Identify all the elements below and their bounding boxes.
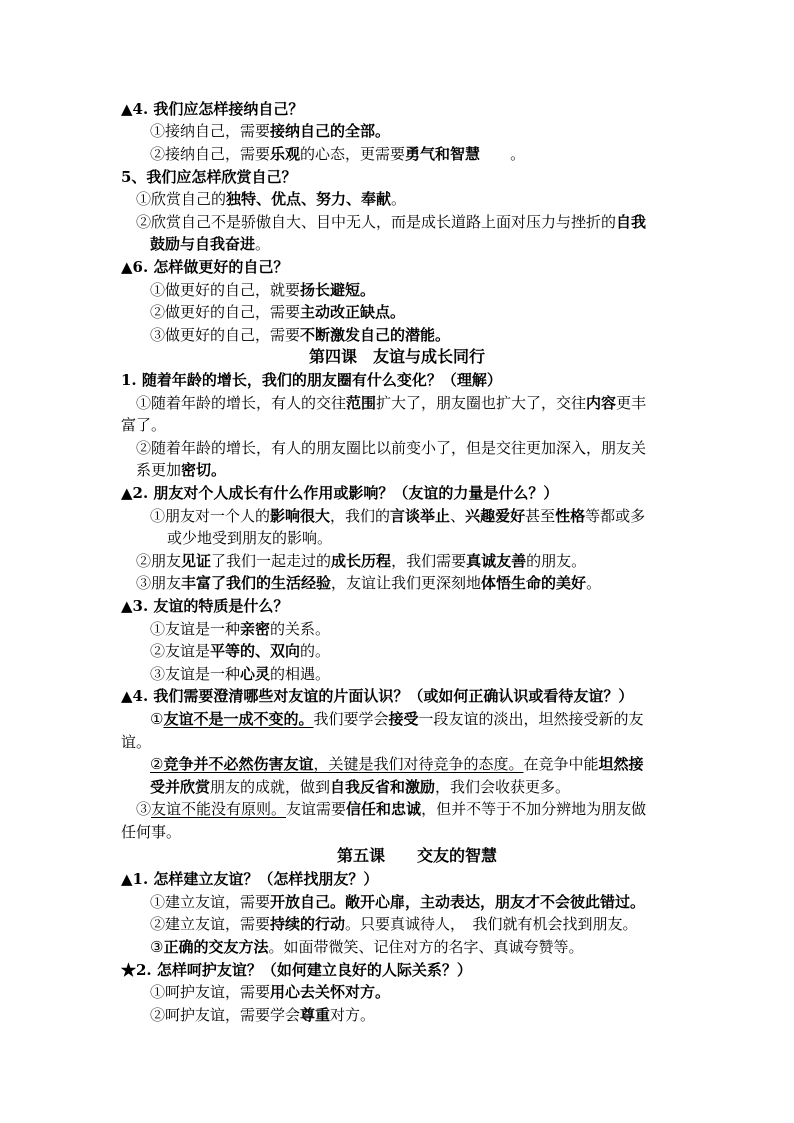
answer-line: ②接纳自己，需要乐观的心态，更需要勇气和智慧 。	[150, 145, 526, 163]
question-accept-self: ▲4. 我们应怎样接纳自己？	[121, 100, 304, 118]
answer-line: ②建立友谊，需要持续的行动。只要真诚待人， 我们就有机会找到朋友。	[150, 915, 638, 933]
answer-line: 或少地受到朋友的影响。	[167, 529, 333, 547]
question-build-friendship: ▲1. 怎样建立友谊？（怎样找朋友？）	[121, 870, 379, 888]
lesson-5-heading: 第五课 交友的智慧	[336, 846, 497, 865]
lesson-4-heading: 第四课 友谊与成长同行	[308, 347, 485, 366]
answer-line: ③朋友丰富了我们的生活经验，友谊让我们更深刻地体悟生命的美好。	[136, 574, 602, 592]
answer-line: 系更加密切。	[136, 461, 227, 479]
question-care-friendship: ★2. 怎样呵护友谊？（如何建立良好的人际关系？）	[121, 961, 472, 979]
answer-line: 任何事。	[121, 823, 182, 841]
answer-line: ②欣赏自己不是骄傲自大、目中无人，而是成长道路上面对压力与挫折的自我	[136, 213, 647, 231]
answer-line: ①建立友谊，需要开放自己。敞开心扉，主动表达，朋友才不会彼此错过。	[150, 893, 646, 911]
answer-line: ①随着年龄的增长，有人的交往范围扩大了，朋友圈也扩大了，交往内容更丰	[136, 394, 647, 412]
answer-line: 鼓励与自我奋进。	[150, 235, 271, 253]
question-appreciate-self: 5、我们应怎样欣赏自己？	[121, 168, 297, 186]
answer-line: ①欣赏自己的独特、优点、努力、奉献。	[136, 190, 407, 208]
answer-line: ③正确的交友方法。如面带微笑、记住对方的名字、真诚夸赞等。	[150, 938, 584, 956]
answer-line: ①接纳自己，需要接纳自己的全部。	[150, 122, 391, 140]
answer-line: ②随着年龄的增长，有人的朋友圈比以前变小了，但是交往更加深入，朋友关	[136, 439, 647, 457]
answer-line: ③友谊是一种心灵的相遇。	[150, 665, 331, 683]
answer-line: ①呵护友谊，需要用心去关怀对方。	[150, 983, 391, 1001]
answer-line: ③做更好的自己，需要不断激发自己的潜能。	[150, 326, 451, 344]
answer-line: 受并欣赏朋友的成就，做到自我反省和激励，我们会收获更多。	[150, 778, 571, 796]
answer-line: ①友谊是一种亲密的关系。	[150, 620, 331, 638]
answer-line: ③友谊不能没有原则。友谊需要信任和忠诚，但并不等于不加分辨地为朋友做	[136, 800, 647, 818]
answer-line: ②做更好的自己，需要主动改正缺点。	[150, 303, 406, 321]
answer-line: ①友谊不是一成不变的。我们要学会接受一段友谊的淡出，坦然接受新的友	[150, 710, 644, 728]
question-better-self: ▲6. 怎样做更好的自己？	[121, 258, 289, 276]
answer-line: ②朋友见证了我们一起走过的成长历程，我们需要真诚友善的朋友。	[136, 552, 587, 570]
question-misconceptions: ▲4. 我们需要澄清哪些对友谊的片面认识？（或如何正确认识或看待友谊？）	[121, 687, 634, 705]
question-friend-influence: ▲2. 朋友对个人成长有什么作用或影响？（友谊的力量是什么？）	[121, 484, 559, 502]
answer-line: ①朋友对一个人的影响很大，我们的言谈举止、兴趣爱好甚至性格等都或多	[150, 507, 646, 525]
answer-line: ②友谊是平等的、双向的。	[150, 642, 331, 660]
answer-line: ②竞争并不必然伤害友谊，关键是我们对待竞争的态度。在竞争中能坦然接	[150, 755, 644, 773]
question-friend-circle: 1. 随着年龄的增长，我们的朋友圈有什么变化？（理解）	[121, 371, 502, 389]
question-friendship-traits: ▲3. 友谊的特质是什么？	[121, 597, 289, 615]
answer-line: 谊。	[121, 733, 152, 751]
answer-line: 富了。	[121, 416, 167, 434]
answer-line: ①做更好的自己，就要扬长避短。	[150, 281, 376, 299]
answer-line: ②呵护友谊，需要学会尊重对方。	[150, 1006, 376, 1024]
